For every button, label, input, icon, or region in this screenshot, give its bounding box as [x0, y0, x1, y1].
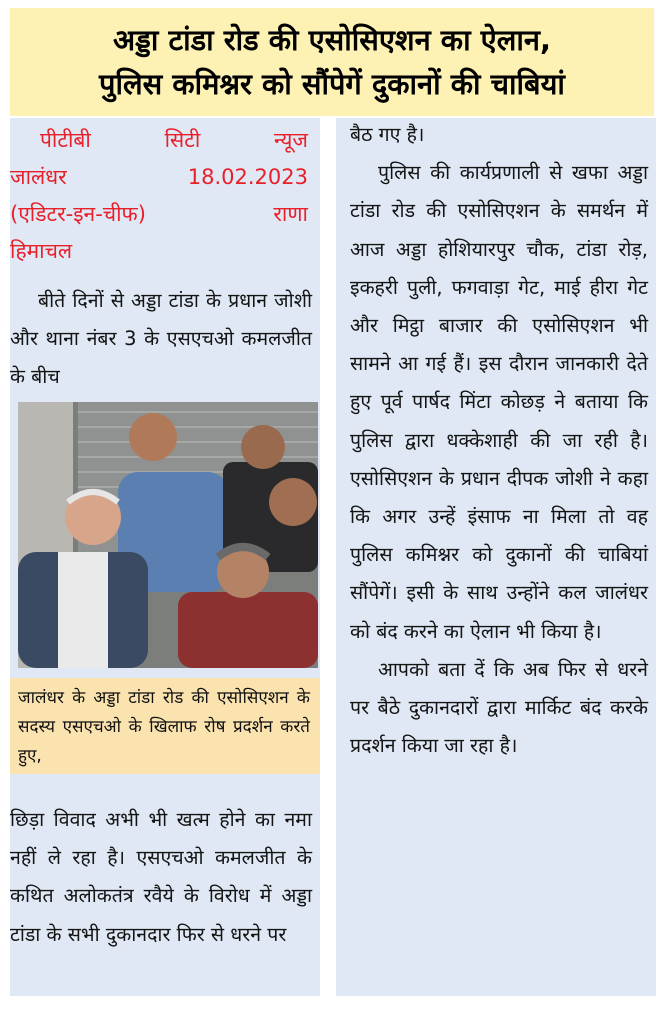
byline-publisher-word-3: न्यूज: [274, 128, 308, 152]
headline-box: [10, 8, 654, 116]
byline-publisher-word-1: पीटीबी: [40, 128, 91, 152]
photo-caption: जालंधर के अड्डा टांडा रोड की एसोसिएशन के सदस्य एसएचओ के खिलाफ रोष प्रदर्शन करते हुए,: [10, 678, 320, 774]
right-column-text: [350, 116, 648, 765]
byline-editor-name-1: राणा: [273, 202, 308, 226]
left-column: [10, 118, 320, 996]
byline-publisher-row: [10, 122, 320, 159]
byline-editor-row-2: [10, 233, 320, 270]
byline-city: जालंधर: [10, 165, 67, 189]
byline-editor-row: [10, 196, 320, 233]
byline-editor-role: (एडिटर-इन-चीफ): [10, 202, 146, 226]
article-paragraph-4: पुलिस की कार्यप्रणाली से खफा अड्डा टांडा रोड की एसोसिएशन के समर्थन में आज अड्डा होशियारपुर चौक, टांडा रोड़, इकहरी पुली, फगवाड़ा गेट, माई हीरा गेट और मिट्ठा बाजार की एसोसिएशन भी सामने आ गई हैं। इस दौरान जानकारी देते हुए पूर्व पार्षद मिंटा कोछड़ ने बताया कि पुलिस द्वारा धक्केशाही की जा रही है। एसोसिएशन के प्रधान दीपक जोशी ने कहा कि अगर उन्हें इंसाफ ना मिला तो वह पुलिस कमिश्नर को दुकानों की चाबियां सौंपेगें। इसी के साथ उन्होंने कल जालंधर को बंद करने का ऐलान भी किया है।: [350, 161, 648, 643]
article-paragraph-3: बैठ गए है।: [350, 123, 425, 146]
article-paragraph-1: बीते दिनों से अड्डा टांडा के प्रधान जोशी और थाना नंबर 3 के एसएचओ कमलजीत के बीच: [10, 289, 312, 389]
headline-line-1: अड्डा टांडा रोड की एसोसिएशन का ऐलान,: [112, 23, 551, 57]
headline-line-2: पुलिस कमिश्नर को सौंपेगें दुकानों की चाबियां: [99, 67, 565, 101]
right-column: [336, 118, 656, 996]
byline-publisher-word-2: सिटी: [164, 128, 201, 152]
news-photo-illustration: [18, 402, 318, 668]
byline-editor-name-2: हिमाचल: [10, 239, 73, 263]
byline-date: 18.02.2023: [187, 165, 308, 189]
byline: [10, 122, 320, 270]
article-paragraph-5: आपको बता दें कि अब फिर से धरने पर बैठे दुकानदारों द्वारा मार्किट बंद करके प्रदर्शन किया जा रहा है।: [350, 657, 648, 758]
byline-dateline-row: [10, 159, 320, 196]
news-photo: [18, 402, 318, 668]
article-paragraph-2: छिड़ा विवाद अभी भी खत्म होने का नमा नहीं ले रहा है। एसएचओ कमलजीत के कथित अलोकतंत्र रवैये के विरोध में अड्डा टांडा के सभी दुकानदार फिर से धरने पर: [10, 808, 312, 946]
